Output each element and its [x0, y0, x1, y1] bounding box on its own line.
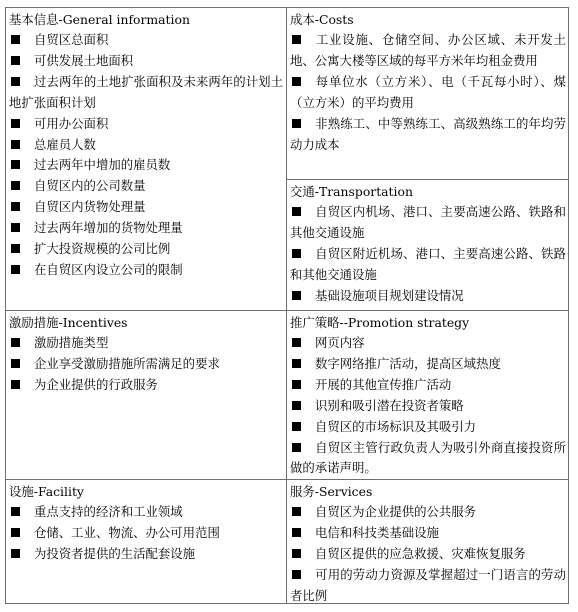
table-border-right: [568, 7, 569, 604]
list-item-text: 自贸区主管行政负责人为吸引外商直接投资所做的承诺声明。: [290, 439, 566, 476]
list-item: [9, 375, 283, 396]
list-item-text: 重点支持的经济和工业领域: [34, 504, 183, 519]
bullet-square-icon: [11, 359, 20, 368]
bullet-square-icon: [292, 338, 301, 347]
bullet-square-icon: [292, 249, 301, 258]
list-item-text: 每单位水（立方米）、电（千瓦每小时）、煤（立方米）的平均费用: [290, 73, 566, 110]
item-list: [290, 333, 566, 479]
list-item: [9, 218, 283, 239]
list-item-text: 自贸区内机场、港口、主要高速公路、铁路和其他交通设施: [290, 204, 566, 240]
item-list: [9, 333, 283, 396]
list-item-text: 仓储、工业、物流、办公可用范围: [34, 524, 220, 540]
list-item: [290, 333, 566, 354]
bullet-square-icon: [292, 549, 301, 558]
list-item: [9, 354, 283, 375]
section-heading: 设施-Facility: [9, 484, 84, 499]
list-item: [9, 155, 283, 176]
list-item: [290, 396, 566, 417]
bullet-square-icon: [11, 338, 20, 347]
list-item: [290, 544, 566, 565]
cell-costs: [286, 7, 569, 179]
list-item-text: 工业设施、仓储空间、办公区域、未开发土地、公寓大楼等区域的每平方米年均租金费用: [290, 32, 566, 68]
list-item-text: 自贸区总面积: [34, 32, 109, 47]
list-item: [9, 333, 283, 354]
bullet-square-icon: [292, 528, 301, 537]
list-item: [290, 354, 566, 375]
item-list: [290, 30, 566, 155]
list-item: [290, 417, 566, 438]
bullet-square-icon: [11, 140, 20, 149]
cell-general-information: [5, 7, 286, 310]
bullet-square-icon: [11, 35, 20, 44]
list-item-text: 非熟练工、中等熟练工、高级熟练工的年均劳动力成本: [290, 115, 566, 152]
bullet-square-icon: [11, 380, 20, 389]
table-border-top: [5, 7, 569, 8]
list-item: [290, 72, 566, 114]
section-heading: 服务-Services: [290, 484, 373, 499]
bullet-square-icon: [11, 265, 20, 274]
list-item-text: 电信和科技类基础设施: [315, 524, 439, 540]
list-item-text: 自贸区内的公司数量: [34, 178, 146, 194]
list-item: [9, 260, 283, 281]
bullet-square-icon: [11, 160, 20, 169]
bullet-square-icon: [292, 507, 301, 516]
item-list: [9, 30, 283, 281]
list-item-text: 网页内容: [315, 335, 365, 350]
bullet-square-icon: [292, 570, 301, 579]
list-item-text: 基础设施项目规划建设情况: [315, 287, 464, 303]
cell-promotion-strategy: [286, 310, 569, 479]
bullet-square-icon: [292, 291, 301, 300]
bullet-square-icon: [292, 119, 301, 128]
list-item: [290, 565, 566, 604]
section-heading: 成本-Costs: [290, 12, 354, 27]
item-list: [290, 202, 566, 307]
bullet-square-icon: [292, 35, 301, 44]
table-row-divider: [5, 479, 569, 480]
list-item-text: 过去两年增加的货物处理量: [34, 220, 183, 236]
list-item-text: 可用的劳动力资源及掌握超过一门语言的劳动者比例: [290, 566, 566, 603]
list-item-text: 数字网络推广活动，提高区域热度: [315, 355, 501, 371]
list-item: [9, 72, 283, 114]
cell-services: [286, 479, 569, 604]
bullet-square-icon: [11, 528, 20, 537]
bullet-square-icon: [292, 77, 301, 86]
bullet-square-icon: [11, 244, 20, 253]
list-item: [290, 438, 566, 479]
bullet-square-icon: [292, 207, 301, 216]
list-item: [9, 30, 283, 51]
cell-facility: [5, 479, 286, 604]
list-item-text: 自贸区提供的应急救援、灾难恢复服务: [315, 545, 526, 561]
table-border-bottom: [5, 603, 569, 604]
list-item-text: 为企业提供的行政服务: [34, 376, 158, 392]
list-item: [9, 502, 283, 523]
list-item-text: 激励措施类型: [34, 335, 109, 350]
list-item: [290, 244, 566, 286]
bullet-square-icon: [11, 507, 20, 516]
section-heading: 激励措施-Incentives: [9, 315, 128, 330]
info-table: [5, 7, 569, 604]
bullet-square-icon: [11, 223, 20, 232]
bullet-square-icon: [11, 202, 20, 211]
table-row-divider: [5, 310, 569, 311]
list-item-text: 可供发展土地面积: [34, 52, 134, 68]
list-item-text: 为投资者提供的生活配套设施: [34, 545, 196, 561]
section-heading: 基本信息-General information: [9, 12, 190, 27]
bullet-square-icon: [11, 181, 20, 190]
list-item-text: 自贸区附近机场、港口、主要高速公路、铁路和其他交通设施: [290, 245, 566, 282]
item-list: [9, 502, 283, 565]
list-item: [9, 239, 283, 260]
bullet-square-icon: [11, 549, 20, 558]
list-item: [9, 544, 283, 565]
table-border-left: [5, 7, 6, 604]
list-item: [290, 30, 566, 72]
list-item: [290, 202, 566, 244]
list-item: [9, 197, 283, 218]
list-item: [290, 286, 566, 307]
list-item: [290, 375, 566, 396]
list-item-text: 识别和吸引潜在投资者策略: [315, 397, 464, 413]
bullet-square-icon: [11, 77, 20, 86]
list-item-text: 总雇员人数: [34, 136, 96, 152]
list-item-text: 企业享受激励措施所需满足的要求: [34, 355, 220, 371]
bullet-square-icon: [11, 119, 20, 128]
bullet-square-icon: [292, 359, 301, 368]
list-item-text: 开展的其他宣传推广活动: [315, 376, 452, 392]
item-list: [290, 502, 566, 604]
list-item: [290, 523, 566, 544]
list-item: [9, 523, 283, 544]
list-item: [9, 51, 283, 72]
list-item-text: 自贸区内货物处理量: [34, 199, 146, 215]
list-item-text: 可用办公面积: [34, 115, 109, 131]
bullet-square-icon: [292, 380, 301, 389]
bullet-square-icon: [11, 56, 20, 65]
list-item: [9, 114, 283, 135]
list-item-text: 扩大投资规模的公司比例: [34, 241, 171, 257]
bullet-square-icon: [292, 443, 301, 452]
table-row-divider: [286, 179, 569, 180]
list-item: [290, 502, 566, 523]
list-item-text: 自贸区的市场标识及其吸引力: [315, 418, 477, 434]
section-heading: 交通-Transportation: [290, 184, 413, 199]
list-item-text: 在自贸区内设立公司的限制: [34, 261, 183, 277]
cell-incentives: [5, 310, 286, 479]
list-item-text: 过去两年中增加的雇员数: [34, 157, 171, 173]
list-item: [9, 135, 283, 156]
cell-transportation: [286, 179, 569, 310]
bullet-square-icon: [292, 422, 301, 431]
list-item: [290, 114, 566, 156]
table-column-divider: [286, 7, 287, 604]
section-heading: 推广策略--Promotion strategy: [290, 315, 470, 330]
list-item: [9, 176, 283, 197]
list-item-text: 过去两年的土地扩张面积及未来两年的计划土地扩张面积计划: [9, 73, 283, 110]
list-item-text: 自贸区为企业提供的公共服务: [315, 504, 477, 519]
bullet-square-icon: [292, 401, 301, 410]
